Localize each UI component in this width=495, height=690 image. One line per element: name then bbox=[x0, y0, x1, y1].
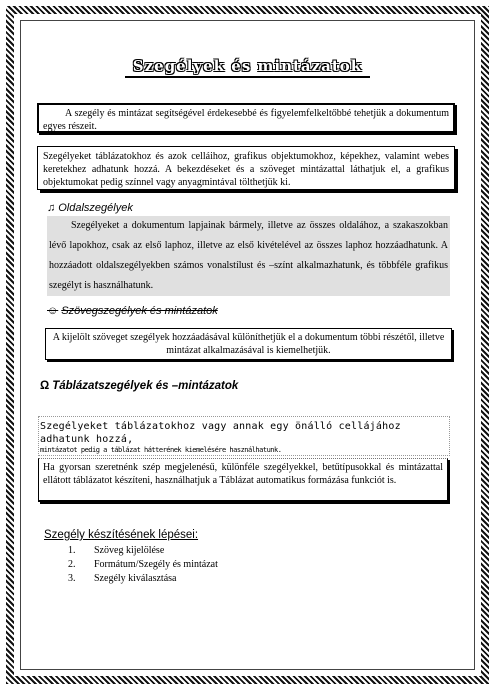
oldal-shaded-paragraph bbox=[47, 216, 450, 296]
intro-box bbox=[37, 103, 455, 133]
section-heading-szoveg bbox=[47, 305, 218, 317]
tablazat-text-main: Szegélyeket táblázatokhoz vagy annak egy önálló cellájához adhatunk hozzá, bbox=[40, 421, 401, 445]
intro-text: A szegély és mintázat segítségével érdekesebbé és figyelemfelkeltőbbé tehetjük a dokumentum egyes részeit. bbox=[43, 108, 449, 132]
tablazat-text-small: mintázatot pedig a táblázat hátterének kiemelésére használhatunk. bbox=[40, 446, 282, 454]
section-heading-tablazat-label: Táblázatszegélyek és –mintázatok bbox=[52, 380, 239, 392]
steps-title: Szegély készítésének lépései: bbox=[44, 529, 199, 541]
szoveg-text: A kijelölt szöveget szegélyek hozzáadásával különíthetjük el a dokumentum többi részétől, illetve mintázat alkalmazásával is kiemelhetjük. bbox=[52, 332, 445, 356]
section-heading-tablazat bbox=[40, 380, 238, 392]
omega-icon: Ω bbox=[40, 380, 50, 392]
section-heading-oldal bbox=[47, 202, 133, 214]
page-title: Szegélyek és mintázatok bbox=[125, 57, 370, 78]
oldal-text: Szegélyeket a dokumentum lapjainak bármely, illetve az összes oldalához, a szakaszokban lévő lapokhoz, csak az első laphoz, illetve az első kivételével az összes laphoz hozzáadhatunk. A hozzáadott oldalszegélyekben számos vonalstílust és –színt alkalmazhatunk, és többféle grafikus szegélyt is használhatunk. bbox=[49, 220, 448, 291]
border-usage-text: Szegélyeket táblázatokhoz és azok celláihoz, grafikus objektumokhoz, képekhez, valamint webes keretekhez adhatunk hozzá. A bekezdéseket és a szöveget mintázattal láthatjuk el, a grafikus objektumokat pedig színnel vagy anyagmintával tölthetjük ki. bbox=[43, 151, 449, 188]
list-item: 2. Formátum/Szegély és mintázat bbox=[68, 559, 218, 570]
section-heading-szoveg-label: Szövegszegélyek és mintázatok bbox=[61, 305, 218, 317]
section-heading-oldal-label: Oldalszegélyek bbox=[58, 202, 133, 214]
tablazat-box bbox=[38, 418, 450, 456]
tablazat-autoformat-text: Ha gyorsan szeretnénk szép megjelenésű, különféle szegélyekkel, betűtípusokkal és mintázattal ellátott táblázatot készíteni, használhatjuk a Táblázat automatikus formázása funkciót is. bbox=[43, 462, 443, 486]
smiley-icon: ☺ bbox=[47, 305, 59, 317]
tablazat-autoformat-box bbox=[38, 458, 448, 502]
list-item: 3. Szegély kiválasztása bbox=[68, 573, 177, 584]
steps-list bbox=[68, 544, 218, 586]
music-note-icon: ♫ bbox=[47, 202, 56, 214]
border-usage-box bbox=[37, 146, 455, 190]
szoveg-box bbox=[45, 328, 452, 360]
list-item: 1. Szöveg kijelölése bbox=[68, 545, 165, 556]
